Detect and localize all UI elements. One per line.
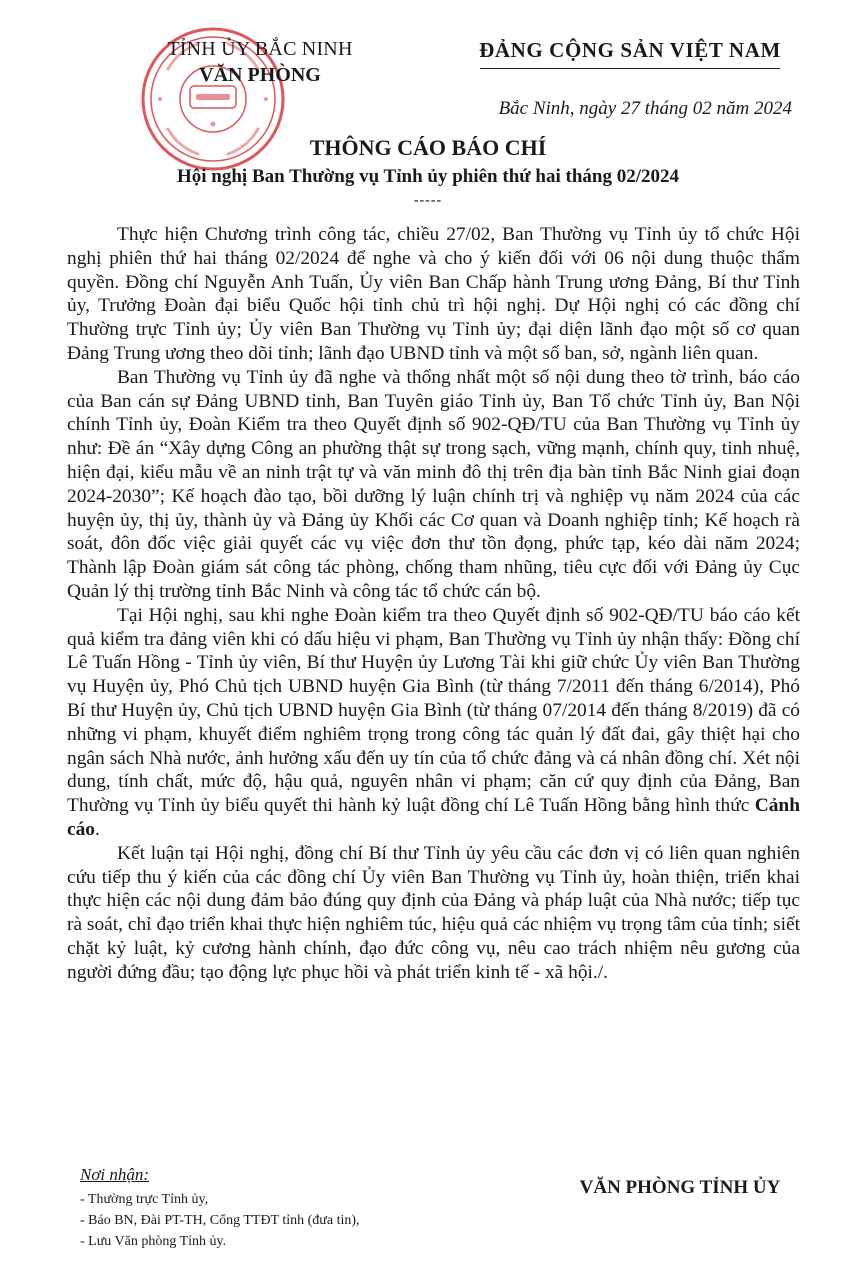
recipients-list [80, 1189, 500, 1252]
document-body [67, 223, 800, 985]
recipient-item: - Lưu Văn phòng Tỉnh ủy. [80, 1234, 227, 1249]
title-separator: ----- [413, 193, 443, 208]
paragraph-discipline [67, 604, 800, 842]
discipline-text: Tại Hội nghị, sau khi nghe Đoàn kiểm tra theo Quyết định số 902-QĐ/TU báo cáo kết quả kiểm tra đảng viên khi có dấu hiệu vi phạm, Ban Thường vụ Tỉnh ủy nhận thấy: Đồng chí Lê Tuấn Hồng - Tỉnh ủy viên, Bí thư Huyện ủy Lương Tài khi giữ chức Ủy viên Ban Thường vụ Huyện ủy, Phó Chủ tịch UBND huyện Gia Bình (từ tháng 7/2011 đến tháng 6/2014), Phó Bí thư Huyện ủy, Chủ tịch UBND huyện Gia Bình (từ tháng 07/2014 đến tháng 8/2019) đã có những vi phạm, khuyết điểm nghiêm trọng trong công tác quản lý đất đai, gây thiệt hại cho ngân sách Nhà nước, ảnh hưởng xấu đến uy tín của tổ chức đảng và cá nhân đồng chí. Xét nội dung, tính chất, mức độ, hậu quả, nguyên nhân vi phạm; căn cứ quy định của Đảng, Ban Thường vụ Tỉnh ủy biểu quyết thi hành kỷ luật đồng chí Lê Tuấn Hồng bằng hình thức [67, 604, 800, 817]
signature-office: VĂN PHÒNG TỈNH ỦY [579, 1177, 781, 1198]
recipients-block [80, 1165, 500, 1252]
paragraph-agenda: Ban Thường vụ Tỉnh ủy đã nghe và thống nhất một số nội dung theo tờ trình, báo cáo của Ban cán sự Đảng UBND tỉnh, Ban Tuyên giáo Tỉnh ủy, Ban Tổ chức Tỉnh ủy, Ban Nội chính Tỉnh ủy, Đoàn Kiểm tra theo Quyết định số 902-QĐ/TU của Ban Thường vụ Tỉnh ủy như: Đề án “Xây dựng Công an phường thật sự trong sạch, vững mạnh, chính quy, tinh nhuệ, hiện đại, kiểu mẫu về an ninh trật tự và văn minh đô thị trên địa bàn tỉnh Bắc Ninh giai đoạn 2024-2030”; Kế hoạch đào tạo, bồi dưỡng lý luận chính trị và nghiệp vụ năm 2024 của các huyện ủy, thị ủy, thành ủy và Đảng ủy Khối các Cơ quan và Doanh nghiệp tỉnh; Kế hoạch rà soát, đôn đốc việc giải quyết các vụ việc đơn thư tồn đọng, phức tạp, kéo dài năm 2024; Thành lập Đoàn giám sát công tác phòng, chống tham nhũng, tiêu cực đối với Đảng ủy Cục Quản lý thị trường tỉnh Bắc Ninh và công tác tổ chức cán bộ. [67, 366, 800, 602]
paragraph-intro: Thực hiện Chương trình công tác, chiều 27/02, Ban Thường vụ Tỉnh ủy tổ chức Hội nghị phiên thứ hai tháng 02/2024 để nghe và cho ý kiến đối với 06 nội dung thuộc thẩm quyền. Đồng chí Nguyễn Anh Tuấn, Ủy viên Ban Chấp hành Trung ương Đảng, Bí thư Tỉnh ủy, Trưởng Đoàn đại biểu Quốc hội tỉnh chủ trì hội nghị. Dự Hội nghị có các đồng chí Thường trực Tỉnh ủy; Ủy viên Ban Thường vụ Tỉnh ủy; đại diện lãnh đạo một số cơ quan Đảng Trung ương theo dõi tỉnh; lãnh đạo UBND tỉnh và một số ban, sở, ngành liên quan. [67, 224, 800, 364]
recipient-item: - Thường trực Tỉnh ủy, [80, 1192, 209, 1207]
recipient-item: - Báo BN, Đài PT-TH, Cổng TTĐT tỉnh (đưa tin), [80, 1213, 360, 1228]
issuer-block [115, 38, 405, 87]
party-name: ĐẢNG CỘNG SẢN VIỆT NAM [479, 38, 781, 62]
issuer-parent-org: TỈNH ỦY BẮC NINH [167, 38, 353, 60]
document-subtitle: Hội nghị Ban Thường vụ Tỉnh ủy phiên thứ hai tháng 02/2024 [176, 166, 679, 187]
party-block [440, 38, 820, 69]
issuer-office: VĂN PHÒNG [199, 64, 321, 86]
issue-date: Bắc Ninh, ngày 27 tháng 02 năm 2024 [498, 98, 792, 119]
discipline-penalty: Cảnh cáo [67, 795, 800, 840]
discipline-end: . [95, 818, 100, 840]
paragraph-conclusion: Kết luận tại Hội nghị, đồng chí Bí thư Tỉnh ủy yêu cầu các đơn vị có liên quan nghiên cứu tiếp thu ý kiến của các đồng chí Ủy viên Ban Thường vụ Tỉnh ủy, hoàn thiện, triển khai thực hiện các nội dung đảm bảo đúng quy định của Đảng và pháp luật của Nhà nước; tiếp tục rà soát, chỉ đạo triển khai thực hiện nghiêm túc, hiệu quả các nhiệm vụ trọng tâm của tỉnh; siết chặt kỷ luật, kỷ cương hành chính, đạo đức công vụ, nêu cao trách nhiệm nêu gương của người đứng đầu; tạo động lực phục hồi và phát triển kinh tế - xã hội./. [67, 842, 800, 983]
party-underline [480, 68, 780, 69]
document-title: THÔNG CÁO BÁO CHÍ [309, 135, 547, 160]
recipients-title: Nơi nhận: [80, 1165, 150, 1184]
